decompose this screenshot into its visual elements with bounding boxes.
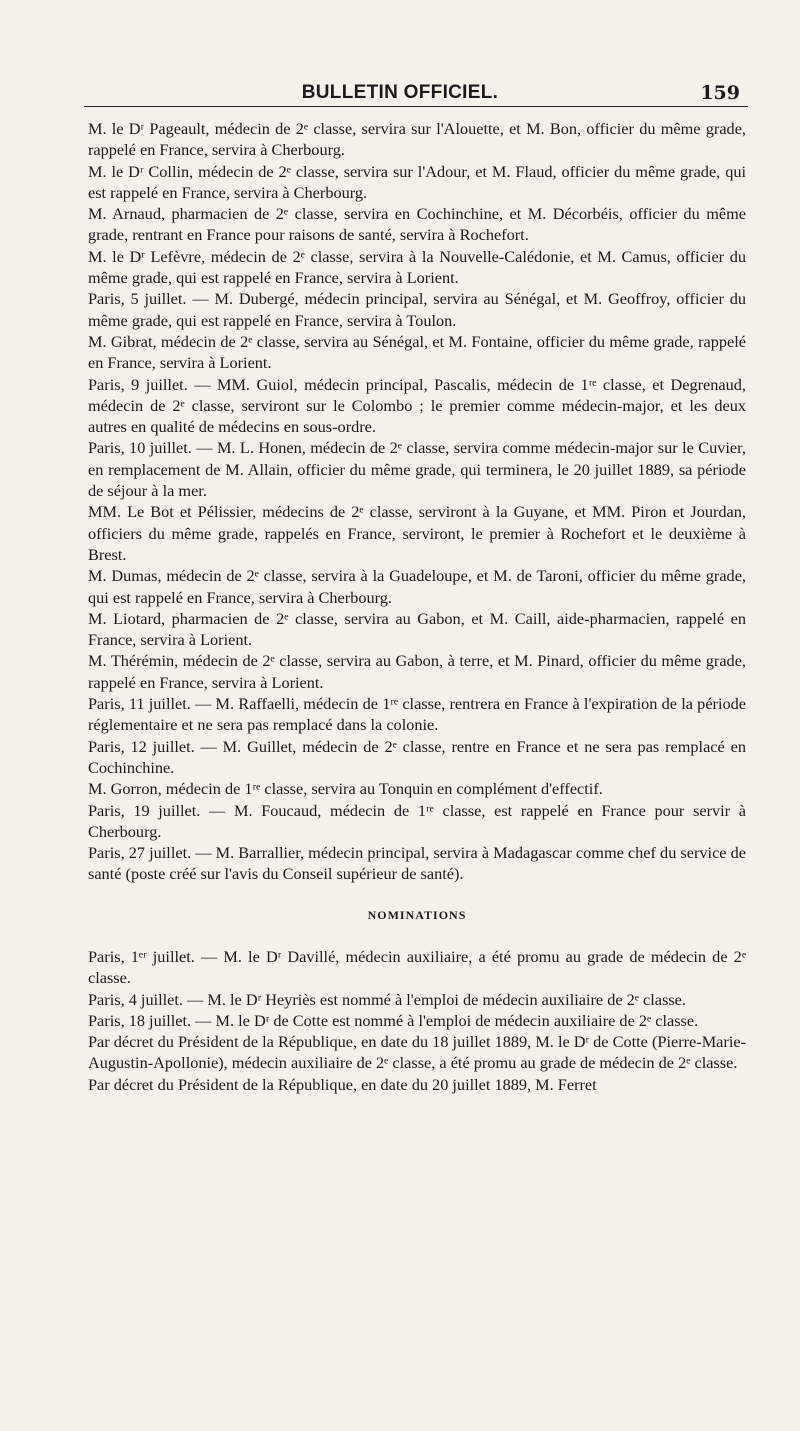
paragraph: M. Dumas, médecin de 2ᵉ classe, servira à la Guadeloupe, et M. de Taroni, officier du même grade, qui est rappelé en France, servira à Cherbourg. [88, 566, 746, 607]
nomination-paragraph: Par décret du Président de la République, en date du 18 juillet 1889, M. le Dʳ de Cotte (Pierre-Marie-Augustin-Apollonie), médecin auxiliaire de 2ᵉ classe, a été promu au grade de médecin de 2ᵉ classe. [88, 1032, 746, 1073]
page-number: 159 [700, 82, 740, 104]
page-header [0, 78, 800, 112]
paragraph: Paris, 11 juillet. — M. Raffaelli, médecin de 1ʳᵉ classe, rentrera en France à l'expiration de la période réglementaire et ne sera pas remplacé dans la colonie. [88, 694, 746, 735]
running-title: BULLETIN OFFICIEL. [301, 82, 499, 103]
paragraph: MM. Le Bot et Pélissier, médecins de 2ᵉ classe, serviront à la Guyane, et MM. Piron et Jourdan, officiers du même grade, rappelés en France, serviront, le premier à Rochefort et le deuxième à Brest. [88, 502, 746, 564]
nomination-paragraph: Par décret du Président de la République, en date du 20 juillet 1889, M. Ferret [88, 1074, 597, 1094]
paragraph: M. Thérémin, médecin de 2ᵉ classe, servira au Gabon, à terre, et M. Pinard, officier du même grade, rappelé en France, servira à Lorient. [88, 651, 746, 692]
header-rule [84, 106, 748, 107]
section-title-nominations: NOMINATIONS [367, 907, 467, 922]
paragraph: Paris, 19 juillet. — M. Foucaud, médecin de 1ʳᵉ classe, est rappelé en France pour servir à Cherbourg. [88, 800, 746, 841]
paragraph: Paris, 5 juillet. — M. Dubergé, médecin principal, servira au Sénégal, et M. Geoffroy, officier du même grade, qui est rappelé en France, servira à Toulon. [88, 289, 746, 330]
paragraph: M. Liotard, pharmacien de 2ᵉ classe, servira au Gabon, et M. Caill, aide-pharmacien, rappelé en France, servira à Lorient. [88, 608, 746, 650]
paragraph: Paris, 10 juillet. — M. L. Honen, médecin de 2ᵉ classe, servira comme médecin-major sur le Cuvier, en remplacement de M. Allain, officier du même grade, qui terminera, le 20 juillet 1889, sa période de séjour à la mer. [88, 438, 746, 501]
document-body [88, 118, 746, 1095]
nomination-paragraph: Paris, 18 juillet. — M. le Dʳ de Cotte est nommé à l'emploi de médecin auxiliaire de 2ᵉ classe. [88, 1010, 699, 1030]
paragraph: M. Gibrat, médecin de 2ᵉ classe, servira au Sénégal, et M. Fontaine, officier du même grade, rappelé en France, servira à Lorient. [88, 331, 746, 373]
paragraph: M. le Dʳ Pageault, médecin de 2ᵉ classe, servira sur l'Alouette, et M. Bon, officier du même grade, rappelé en France, servira à Cherbourg. [88, 119, 746, 160]
nomination-paragraph: Paris, 4 juillet. — M. le Dʳ Heyriès est nommé à l'emploi de médecin auxiliaire de 2ᵉ classe. [88, 989, 686, 1009]
paragraph: Paris, 12 juillet. — M. Guillet, médecin de 2ᵉ classe, rentre en France et ne sera pas remplacé en Cochinchine. [88, 736, 746, 777]
paragraph: M. Gorron, médecin de 1ʳᵉ classe, servira au Tonquin en complément d'effectif. [88, 779, 603, 799]
paragraph: Paris, 27 juillet. — M. Barrallier, médecin principal, servira à Madagascar comme chef du service de santé (poste créé sur l'avis du Conseil supérieur de santé). [88, 843, 746, 884]
paragraph: M. le Dʳ Lefèvre, médecin de 2ᵉ classe, servira à la Nouvelle-Calédonie, et M. Camus, officier du même grade, qui est rappelé en France, servira à Lorient. [88, 246, 746, 288]
paragraph: M. Arnaud, pharmacien de 2ᵉ classe, servira en Cochinchine, et M. Décorbéis, officier du même grade, rentrant en France pour raisons de santé, servira à Rochefort. [88, 204, 746, 245]
paragraph: M. le Dʳ Collin, médecin de 2ᵉ classe, servira sur l'Adour, et M. Flaud, officier du même grade, qui est rappelé en France, servira à Cherbourg. [88, 161, 746, 202]
paragraph: Paris, 9 juillet. — MM. Guiol, médecin principal, Pascalis, médecin de 1ʳᵉ classe, et Degrenaud, médecin de 2ᵉ classe, serviront sur le Colombo ; le premier comme médecin-major, et les deux autres en qualité de médecins en sous-ordre. [88, 374, 746, 437]
nomination-paragraph: Paris, 1ᵉʳ juillet. — M. le Dʳ Davillé, médecin auxiliaire, a été promu au grade de médecin de 2ᵉ classe. [88, 946, 746, 988]
